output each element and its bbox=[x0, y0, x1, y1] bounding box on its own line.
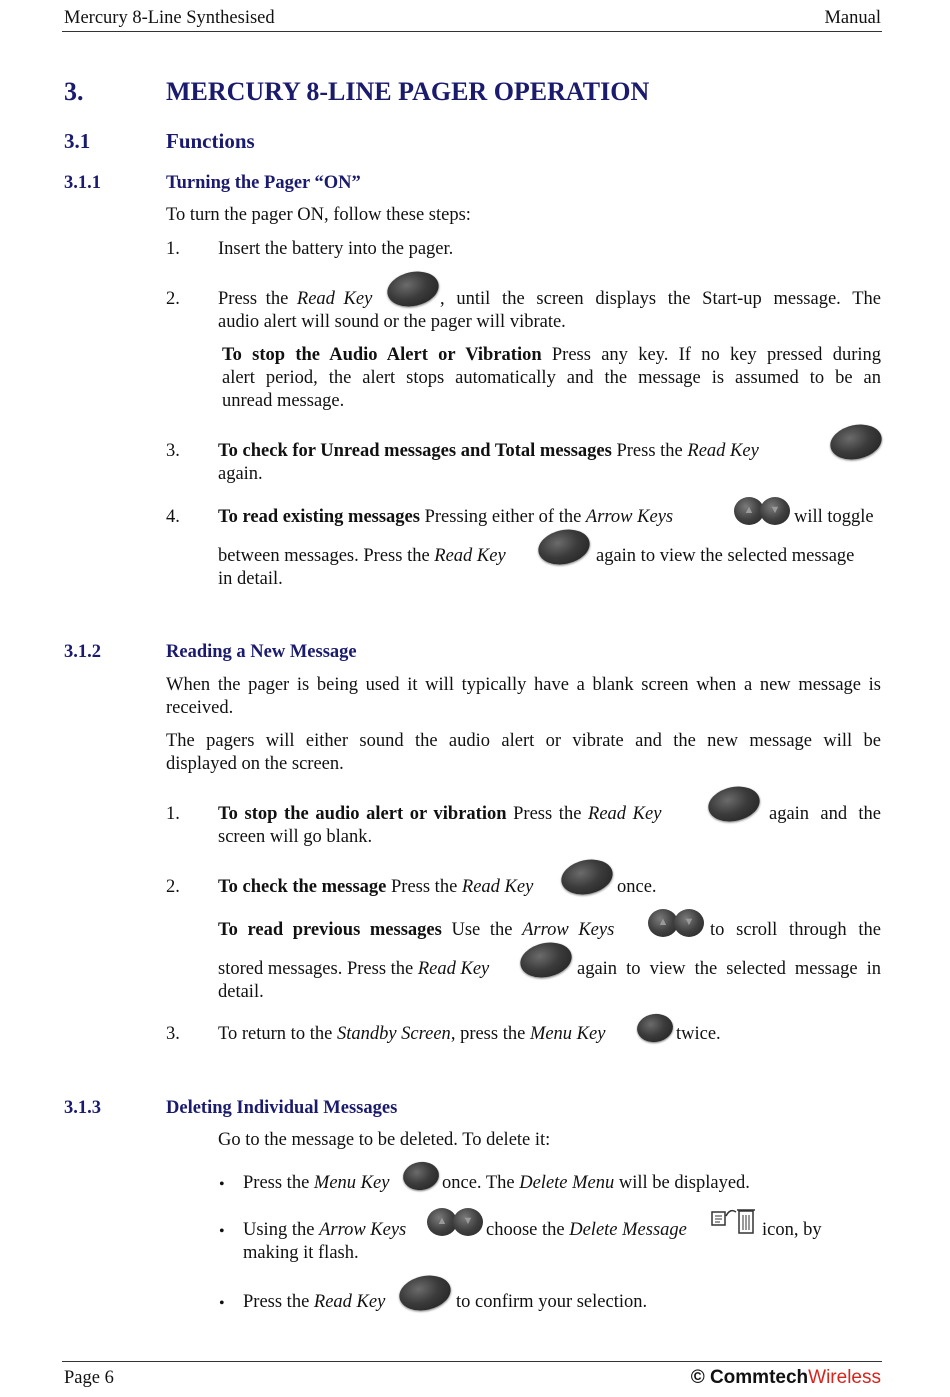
paragraph-line: received. bbox=[166, 698, 234, 718]
arrow-keys-icon: ▲ ▼ bbox=[734, 497, 790, 527]
section-number: 3. bbox=[64, 77, 84, 106]
step-text: again to view the selected message bbox=[596, 546, 855, 566]
step-text: To read previous messages Use the Arrow Keys bbox=[218, 920, 615, 940]
paragraph-line: The pagers will either sound the audio alert or vibrate and the new message will be bbox=[166, 731, 881, 751]
bullet-text: to confirm your selection. bbox=[456, 1292, 648, 1312]
arrow-keys-label: Arrow Keys bbox=[319, 1220, 407, 1240]
subsection-title: Functions bbox=[166, 129, 255, 153]
step-text: twice. bbox=[676, 1024, 721, 1044]
brand-logo: © CommtechWireless bbox=[690, 1367, 881, 1388]
header-rule bbox=[62, 31, 882, 32]
paragraph-line: When the pager is being used it will typically have a blank screen when a new message is bbox=[166, 675, 881, 695]
step-text: again. bbox=[218, 464, 263, 484]
read-key-label: Read Key bbox=[588, 804, 662, 824]
step-number: 2. bbox=[166, 877, 180, 897]
menu-key-label: Menu Key bbox=[529, 1024, 606, 1044]
note-line: To stop the Audio Alert or Vibration Press any key. If no key pressed during bbox=[222, 345, 881, 365]
heading-number-311: 3.1.1 bbox=[64, 173, 101, 193]
step-number: 1. bbox=[166, 804, 180, 824]
bullet-text: icon, by bbox=[762, 1220, 822, 1240]
bullet: • bbox=[219, 1176, 225, 1193]
step-number: 3. bbox=[166, 441, 180, 461]
read-key-icon bbox=[827, 420, 885, 464]
step-text: in detail. bbox=[218, 569, 283, 589]
bullet-text: Press the Read Key bbox=[243, 1292, 386, 1312]
bullet: • bbox=[219, 1295, 225, 1312]
step-text: Press the Read Key bbox=[218, 289, 373, 309]
step-text: To check the message Press the Read Key bbox=[218, 877, 534, 897]
arrow-keys-label: Arrow Keys bbox=[585, 507, 674, 527]
note-line: alert period, the alert stops automatically and the message is assumed to be an bbox=[222, 368, 881, 388]
section-title: MERCURY 8-LINE PAGER OPERATION bbox=[166, 77, 650, 106]
step-number: 1. bbox=[166, 239, 180, 259]
header-title: Mercury 8-Line Synthesised bbox=[64, 8, 275, 28]
bullet-text: Using the Arrow Keys bbox=[243, 1220, 407, 1240]
intro-311: To turn the pager ON, follow these steps: bbox=[166, 205, 471, 225]
bullet-text: Press the Menu Key bbox=[243, 1173, 390, 1193]
bullet-text: choose the Delete Message bbox=[486, 1220, 687, 1240]
read-key-label: Read Key bbox=[687, 441, 759, 461]
step-text: between messages. Press the Read Key bbox=[218, 546, 506, 566]
step-text: To read existing messages Pressing either of the Arrow Keys bbox=[218, 507, 674, 527]
heading-number-312: 3.1.2 bbox=[64, 642, 101, 662]
step-number: 3. bbox=[166, 1024, 180, 1044]
read-key-icon bbox=[517, 938, 575, 982]
heading-title-311: Turning the Pager “ON” bbox=[166, 173, 361, 193]
bullet-text: once. The Delete Menu will be displayed. bbox=[442, 1173, 750, 1193]
bullet-text: making it flash. bbox=[243, 1243, 359, 1263]
step-text: detail. bbox=[218, 982, 264, 1002]
read-key-icon bbox=[705, 782, 763, 826]
step-text: To check for Unread messages and Total messages Press the Read Key bbox=[218, 441, 759, 461]
heading-number-313: 3.1.3 bbox=[64, 1098, 101, 1118]
menu-key-label: Menu Key bbox=[313, 1173, 390, 1193]
read-key-label: Read Key bbox=[313, 1292, 386, 1312]
step-text: again and the bbox=[769, 804, 881, 824]
step-text: will toggle bbox=[794, 507, 874, 527]
arrow-keys-icon: ▲ ▼ bbox=[648, 909, 704, 939]
read-key-label: Read Key bbox=[417, 959, 490, 979]
step-text: stored messages. Press the Read Key bbox=[218, 959, 490, 979]
paragraph-line: displayed on the screen. bbox=[166, 754, 344, 774]
step-number: 2. bbox=[166, 289, 180, 309]
step-text: once. bbox=[617, 877, 657, 897]
step-text: To return to the Standby Screen, press the Menu Key bbox=[218, 1024, 606, 1044]
arrow-keys-label: Arrow Keys bbox=[522, 920, 615, 940]
step-text: To stop the audio alert or vibration Press the Read Key bbox=[218, 804, 662, 824]
menu-key-icon bbox=[635, 1012, 675, 1045]
step-text: to scroll through the bbox=[710, 920, 881, 940]
header-manual: Manual bbox=[824, 8, 881, 28]
read-key-icon bbox=[384, 267, 442, 311]
menu-key-icon bbox=[401, 1160, 441, 1193]
step-text: , until the screen displays the Start-up message. The bbox=[440, 289, 881, 309]
step-text: screen will go blank. bbox=[218, 827, 373, 847]
heading-title-313: Deleting Individual Messages bbox=[166, 1098, 398, 1118]
bullet: • bbox=[219, 1223, 225, 1240]
heading-title-312: Reading a New Message bbox=[166, 642, 357, 662]
read-key-label: Read Key bbox=[461, 877, 534, 897]
read-key-icon bbox=[558, 855, 616, 899]
intro-313: Go to the message to be deleted. To delete it: bbox=[218, 1130, 551, 1150]
note-line: unread message. bbox=[222, 391, 345, 411]
footer-rule bbox=[62, 1361, 882, 1362]
subsection-number: 3.1 bbox=[64, 129, 91, 153]
page-number: Page 6 bbox=[64, 1368, 114, 1388]
step-number: 4. bbox=[166, 507, 180, 527]
read-key-label: Read Key bbox=[296, 289, 373, 309]
read-key-label: Read Key bbox=[434, 546, 506, 566]
read-key-icon bbox=[396, 1271, 454, 1315]
arrow-keys-icon: ▲ ▼ bbox=[427, 1208, 483, 1238]
delete-message-icon bbox=[710, 1206, 756, 1238]
step-text: Insert the battery into the pager. bbox=[218, 239, 454, 259]
read-key-icon bbox=[535, 525, 593, 569]
step-text: audio alert will sound or the pager will vibrate. bbox=[218, 312, 566, 332]
step-text: again to view the selected message in bbox=[577, 959, 881, 979]
